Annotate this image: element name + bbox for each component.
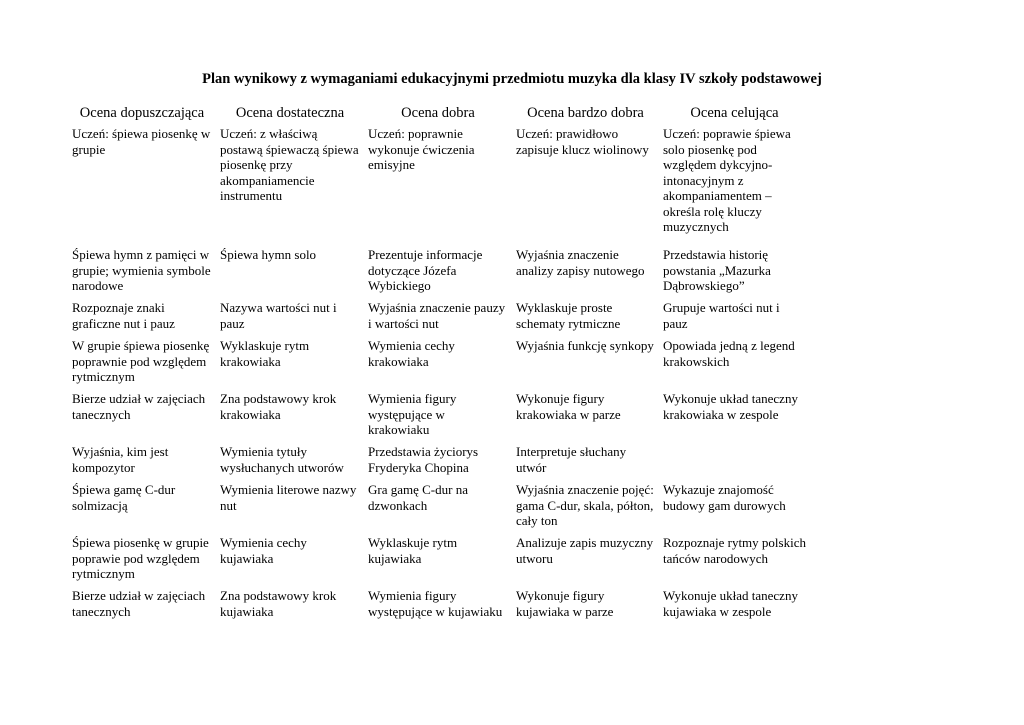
table-cell: Wykonuje figury kujawiaka w parze [516,588,614,619]
table-cell: Wykonuje układ taneczny krakowiaka w zespole [663,391,798,422]
table-cell: Wymienia figury występujące w kujawiaku [368,588,503,619]
table-cell: Wykonuje układ taneczny kujawiaka w zespole [663,588,798,619]
table-cell: Wymienia tytuły wysłuchanych utworów [220,444,344,475]
table-row [68,535,810,588]
table-cell: Zna podstawowy krok krakowiaka [220,391,337,422]
column-header-bardzo-dobra: Ocena bardzo dobra [527,105,644,121]
table-cell: Wyklaskuje rytm krakowiaka [220,338,310,369]
table-row [68,338,810,391]
table-cell: Bierze udział w zajęciach tanecznych [72,588,206,619]
table-row [68,300,810,338]
table-cell: Śpiewa piosenkę w grupie poprawie pod względem rytmicznym [72,535,209,581]
table-cell: Interpretuje słuchany utwór [516,444,627,475]
table-cell: Wymienia literowe nazwy nut [220,482,357,513]
table-cell: Wymienia figury występujące w krakowiaku [368,391,457,437]
table-cell: Analizuje zapis muzyczny utworu [516,535,654,566]
table-cell: Wymienia cechy kujawiaka [220,535,307,566]
table-row [68,588,810,626]
column-header-celujaca: Ocena celująca [690,105,779,121]
table-cell: Wyjaśnia funkcję synkopy [516,338,654,353]
requirements-table [68,104,810,626]
table-cell: Przedstawia życiorys Fryderyka Chopina [368,444,479,475]
table-cell: Uczeń: śpiewa piosenkę w grupie [72,126,211,157]
table-cell: Prezentuje informacje dotyczące Józefa Wybickiego [368,247,483,293]
table-cell: Wymienia cechy krakowiaka [368,338,455,369]
table-cell [659,444,810,482]
table-cell: Wyklaskuje rytm kujawiaka [368,535,458,566]
table-cell: Wyjaśnia znaczenie analizy zapisy nutowego [516,247,645,278]
table-cell: W grupie śpiewa piosenkę poprawnie pod względem rytmicznym [72,338,210,384]
table-cell: Bierze udział w zajęciach tanecznych [72,391,206,422]
table-cell: Uczeń: poprawnie wykonuje ćwiczenia emisyjne [368,126,475,172]
table-row [68,444,810,482]
table-cell: Wyjaśnia, kim jest kompozytor [72,444,169,475]
table-cell: Zna podstawowy krok kujawiaka [220,588,337,619]
document-title: Plan wynikowy z wymaganiami edukacyjnymi przedmiotu muzyka dla klasy IV szkoły podstawowej [202,71,822,87]
table-cell: Śpiewa hymn solo [220,247,317,262]
table-cell: Rozpoznaje rytmy polskich tańców narodowych [663,535,806,566]
table-cell: Rozpoznaje znaki graficzne nut i pauz [72,300,175,331]
column-header-dopuszczajaca: Ocena dopuszczająca [79,105,205,121]
table-cell: Przedstawia historię powstania „Mazurka Dąbrowskiego” [663,247,771,293]
table-cell: Gra gamę C-dur na dzwonkach [368,482,468,513]
table-row [68,482,810,535]
column-header-dobra: Ocena dobra [401,105,475,121]
table-row [68,126,810,247]
table-cell: Nazywa wartości nut i pauz [220,300,337,331]
table-cell: Wyklaskuje proste schematy rytmiczne [516,300,621,331]
table-cell: Uczeń: poprawie śpiewa solo piosenkę pod względem dykcyjno-intonacyjnym z akompaniamentem – określa rolę kluczy muzycznych [663,126,791,234]
table-cell: Uczeń: z właściwą postawą śpiewaczą śpiewa piosenkę przy akompaniamencie instrumentu [220,126,359,203]
table-cell: Wyjaśnia znaczenie pojęć: gama C-dur, skala, półton, cały ton [516,482,654,528]
table-row [68,247,810,300]
table-row [68,391,810,444]
table-cell: Wykonuje figury krakowiaka w parze [516,391,621,422]
table-cell: Grupuje wartości nut i pauz [663,300,780,331]
table-cell: Uczeń: prawidłowo zapisuje klucz wiolinowy [516,126,649,157]
table-cell: Śpiewa gamę C-dur solmizacją [72,482,176,513]
table-header-row [68,104,810,126]
column-header-dostateczna: Ocena dostateczna [235,105,345,121]
table-cell: Wykazuje znajomość budowy gam durowych [663,482,786,513]
table-cell: Wyjaśnia znaczenie pauzy i wartości nut [368,300,506,331]
table-cell: Śpiewa hymn z pamięci w grupie; wymienia symbole narodowe [72,247,211,293]
table-cell: Opowiada jedną z legend krakowskich [663,338,795,369]
